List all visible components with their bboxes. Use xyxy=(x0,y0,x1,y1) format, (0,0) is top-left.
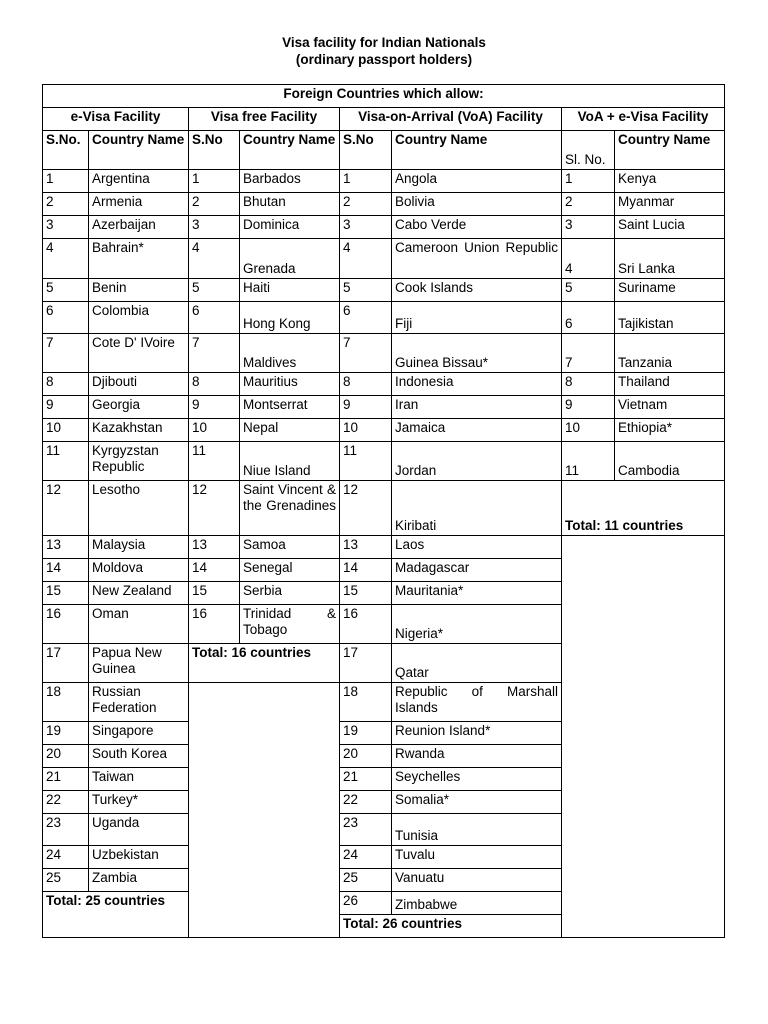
voa-sno-cell: 10 xyxy=(340,419,392,442)
voa-country-cell: Cameroon Union Republic xyxy=(392,239,562,279)
visa-free-country-cell: Nepal xyxy=(240,419,340,442)
evisa-country-cell: Bahrain* xyxy=(89,239,189,279)
visa-free-sno-cell: 7 xyxy=(189,334,240,373)
voa-sno-cell: 12 xyxy=(340,481,392,536)
visa-free-country-cell: Serbia xyxy=(240,582,340,605)
visa-free-country-cell: Niue Island xyxy=(240,442,340,481)
evisa-sno-cell: 4 xyxy=(43,239,89,279)
evisa-country-cell: Kyrgyzstan Republic xyxy=(89,442,189,481)
voa-evisa-country-cell: Ethiopia* xyxy=(615,419,725,442)
voa-evisa-sno-cell: 11 xyxy=(562,442,615,481)
evisa-sno-cell: 9 xyxy=(43,396,89,419)
col-header-sno: S.No xyxy=(340,131,392,170)
visa-free-country-cell: Senegal xyxy=(240,559,340,582)
evisa-country-cell: Taiwan xyxy=(89,768,189,791)
table-body xyxy=(43,170,725,938)
title-line-2: (ordinary passport holders) xyxy=(295,52,473,67)
visa-free-country-cell: Samoa xyxy=(240,536,340,559)
evisa-country-cell: Moldova xyxy=(89,559,189,582)
evisa-country-cell: Djibouti xyxy=(89,373,189,396)
voa-sno-cell: 21 xyxy=(340,768,392,791)
evisa-sno-cell: 25 xyxy=(43,869,89,892)
table-row xyxy=(43,193,725,216)
voa-evisa-sno-cell: 8 xyxy=(562,373,615,396)
voa-country-cell: Jordan xyxy=(392,442,562,481)
voa-evisa-country-cell: Tajikistan xyxy=(615,302,725,334)
visa-free-sno-cell: 11 xyxy=(189,442,240,481)
voa-country-cell: Angola xyxy=(392,170,562,193)
voa-total: Total: 26 countries xyxy=(340,915,562,938)
evisa-country-cell: New Zealand xyxy=(89,582,189,605)
voa-sno-cell: 16 xyxy=(340,605,392,644)
voa-evisa-sno-cell: 1 xyxy=(562,170,615,193)
voa-country-cell: Cook Islands xyxy=(392,279,562,302)
evisa-sno-cell: 14 xyxy=(43,559,89,582)
evisa-sno-cell: 17 xyxy=(43,644,89,683)
evisa-country-cell: Benin xyxy=(89,279,189,302)
table-banner: Foreign Countries which allow: xyxy=(43,85,725,108)
visa-free-sno-cell: 14 xyxy=(189,559,240,582)
voa-sno-cell: 11 xyxy=(340,442,392,481)
evisa-sno-cell: 22 xyxy=(43,791,89,814)
voa-sno-cell: 3 xyxy=(340,216,392,239)
visa-free-sno-cell: 4 xyxy=(189,239,240,279)
voa-evisa-sno-cell: 3 xyxy=(562,216,615,239)
voa-sno-cell: 9 xyxy=(340,396,392,419)
evisa-sno-cell: 1 xyxy=(43,170,89,193)
evisa-country-cell: Turkey* xyxy=(89,791,189,814)
voa-evisa-total: Total: 11 countries xyxy=(562,481,725,536)
visa-free-sno-cell: 12 xyxy=(189,481,240,536)
table-row xyxy=(43,170,725,193)
visa-free-sno-cell: 5 xyxy=(189,279,240,302)
table-row xyxy=(43,419,725,442)
col-header-slno: Sl. No. xyxy=(562,131,615,170)
evisa-sno-cell: 12 xyxy=(43,481,89,536)
voa-country-cell: Iran xyxy=(392,396,562,419)
visa-free-country-cell: Bhutan xyxy=(240,193,340,216)
table-row xyxy=(43,216,725,239)
table-row xyxy=(43,481,725,536)
visa-free-sno-cell: 13 xyxy=(189,536,240,559)
evisa-country-cell: Armenia xyxy=(89,193,189,216)
voa-sno-cell: 1 xyxy=(340,170,392,193)
voa-country-cell: Reunion Island* xyxy=(392,722,562,745)
voa-evisa-country-cell: Kenya xyxy=(615,170,725,193)
voa-country-cell: Kiribati xyxy=(392,481,562,536)
voa-country-cell: Guinea Bissau* xyxy=(392,334,562,373)
voa-sno-cell: 20 xyxy=(340,745,392,768)
evisa-country-cell: Papua New Guinea xyxy=(89,644,189,683)
visa-free-sno-cell: 2 xyxy=(189,193,240,216)
voa-evisa-empty-area xyxy=(562,536,725,938)
evisa-sno-cell: 7 xyxy=(43,334,89,373)
visa-free-sno-cell: 8 xyxy=(189,373,240,396)
evisa-country-cell: Uzbekistan xyxy=(89,846,189,869)
col-header-country: Country Name xyxy=(240,131,340,170)
evisa-sno-cell: 2 xyxy=(43,193,89,216)
voa-evisa-country-cell: Saint Lucia xyxy=(615,216,725,239)
visa-free-sno-cell: 15 xyxy=(189,582,240,605)
voa-evisa-country-cell: Suriname xyxy=(615,279,725,302)
table-row xyxy=(43,396,725,419)
col-header-country: Country Name xyxy=(392,131,562,170)
table-row xyxy=(43,373,725,396)
table-row xyxy=(43,239,725,279)
voa-evisa-country-cell: Myanmar xyxy=(615,193,725,216)
voa-country-cell: Qatar xyxy=(392,644,562,683)
visa-free-sno-cell: 1 xyxy=(189,170,240,193)
evisa-sno-cell: 11 xyxy=(43,442,89,481)
voa-evisa-country-cell: Vietnam xyxy=(615,396,725,419)
visa-free-country-cell: Grenada xyxy=(240,239,340,279)
table-row xyxy=(43,536,725,559)
evisa-country-cell: Kazakhstan xyxy=(89,419,189,442)
voa-sno-cell: 18 xyxy=(340,683,392,722)
voa-country-cell: Nigeria* xyxy=(392,605,562,644)
visa-free-country-cell: Barbados xyxy=(240,170,340,193)
table-row xyxy=(43,442,725,481)
col-header-sno: S.No. xyxy=(43,131,89,170)
group-header-evisa: e-Visa Facility xyxy=(43,108,189,131)
group-header-visa-free: Visa free Facility xyxy=(189,108,340,131)
evisa-country-cell: Argentina xyxy=(89,170,189,193)
evisa-sno-cell: 20 xyxy=(43,745,89,768)
evisa-country-cell: Cote D' IVoire xyxy=(89,334,189,373)
title-line-1: Visa facility for Indian Nationals xyxy=(282,35,486,50)
evisa-sno-cell: 19 xyxy=(43,722,89,745)
voa-evisa-country-cell: Sri Lanka xyxy=(615,239,725,279)
evisa-sno-cell: 24 xyxy=(43,846,89,869)
evisa-sno-cell: 5 xyxy=(43,279,89,302)
visa-free-country-cell: Montserrat xyxy=(240,396,340,419)
voa-sno-cell: 7 xyxy=(340,334,392,373)
col-header-country: Country Name xyxy=(89,131,189,170)
evisa-country-cell: South Korea xyxy=(89,745,189,768)
evisa-country-cell: Uganda xyxy=(89,814,189,846)
evisa-sno-cell: 13 xyxy=(43,536,89,559)
voa-sno-cell: 6 xyxy=(340,302,392,334)
voa-country-cell: Fiji xyxy=(392,302,562,334)
table-row xyxy=(43,279,725,302)
voa-evisa-sno-cell: 10 xyxy=(562,419,615,442)
table-row xyxy=(43,302,725,334)
voa-sno-cell: 5 xyxy=(340,279,392,302)
evisa-sno-cell: 8 xyxy=(43,373,89,396)
evisa-sno-cell: 18 xyxy=(43,683,89,722)
evisa-country-cell: Malaysia xyxy=(89,536,189,559)
evisa-country-cell: Colombia xyxy=(89,302,189,334)
evisa-country-cell: Russian Federation xyxy=(89,683,189,722)
voa-country-cell: Zimbabwe xyxy=(392,892,562,915)
voa-country-cell: Seychelles xyxy=(392,768,562,791)
voa-evisa-country-cell: Thailand xyxy=(615,373,725,396)
voa-sno-cell: 4 xyxy=(340,239,392,279)
voa-sno-cell: 26 xyxy=(340,892,392,915)
evisa-country-cell: Azerbaijan xyxy=(89,216,189,239)
visa-free-country-cell: Saint Vincent & the Grenadines xyxy=(240,481,340,536)
visa-free-empty-area xyxy=(189,683,340,938)
evisa-country-cell: Singapore xyxy=(89,722,189,745)
voa-sno-cell: 22 xyxy=(340,791,392,814)
voa-sno-cell: 15 xyxy=(340,582,392,605)
voa-sno-cell: 23 xyxy=(340,814,392,846)
visa-free-sno-cell: 6 xyxy=(189,302,240,334)
document-title xyxy=(0,34,768,68)
visa-free-total: Total: 16 countries xyxy=(189,644,340,683)
voa-country-cell: Bolivia xyxy=(392,193,562,216)
voa-evisa-sno-cell: 9 xyxy=(562,396,615,419)
visa-free-sno-cell: 9 xyxy=(189,396,240,419)
visa-free-country-cell: Dominica xyxy=(240,216,340,239)
voa-sno-cell: 13 xyxy=(340,536,392,559)
visa-free-country-cell: Hong Kong xyxy=(240,302,340,334)
voa-sno-cell: 17 xyxy=(340,644,392,683)
voa-sno-cell: 14 xyxy=(340,559,392,582)
col-header-country: Country Name xyxy=(615,131,725,170)
voa-evisa-sno-cell: 2 xyxy=(562,193,615,216)
visa-facility-table xyxy=(42,84,725,938)
evisa-sno-cell: 15 xyxy=(43,582,89,605)
voa-sno-cell: 19 xyxy=(340,722,392,745)
group-header-voa-evisa: VoA + e-Visa Facility xyxy=(562,108,725,131)
voa-evisa-sno-cell: 6 xyxy=(562,302,615,334)
voa-sno-cell: 24 xyxy=(340,846,392,869)
evisa-sno-cell: 16 xyxy=(43,605,89,644)
voa-country-cell: Tuvalu xyxy=(392,846,562,869)
voa-evisa-country-cell: Cambodia xyxy=(615,442,725,481)
table-row xyxy=(43,334,725,373)
voa-country-cell: Somalia* xyxy=(392,791,562,814)
voa-sno-cell: 8 xyxy=(340,373,392,396)
voa-country-cell: Republic of Marshall Islands xyxy=(392,683,562,722)
visa-free-country-cell: Mauritius xyxy=(240,373,340,396)
voa-country-cell: Indonesia xyxy=(392,373,562,396)
voa-sno-cell: 25 xyxy=(340,869,392,892)
visa-free-country-cell: Haiti xyxy=(240,279,340,302)
voa-sno-cell: 2 xyxy=(340,193,392,216)
evisa-country-cell: Oman xyxy=(89,605,189,644)
voa-evisa-sno-cell: 4 xyxy=(562,239,615,279)
visa-free-sno-cell: 10 xyxy=(189,419,240,442)
voa-country-cell: Jamaica xyxy=(392,419,562,442)
evisa-country-cell: Georgia xyxy=(89,396,189,419)
evisa-country-cell: Lesotho xyxy=(89,481,189,536)
visa-free-sno-cell: 3 xyxy=(189,216,240,239)
voa-country-cell: Madagascar xyxy=(392,559,562,582)
evisa-sno-cell: 10 xyxy=(43,419,89,442)
evisa-sno-cell: 21 xyxy=(43,768,89,791)
voa-country-cell: Cabo Verde xyxy=(392,216,562,239)
evisa-sno-cell: 6 xyxy=(43,302,89,334)
group-header-voa: Visa-on-Arrival (VoA) Facility xyxy=(340,108,562,131)
voa-country-cell: Vanuatu xyxy=(392,869,562,892)
evisa-country-cell: Zambia xyxy=(89,869,189,892)
evisa-sno-cell: 23 xyxy=(43,814,89,846)
evisa-sno-cell: 3 xyxy=(43,216,89,239)
voa-country-cell: Laos xyxy=(392,536,562,559)
voa-evisa-country-cell: Tanzania xyxy=(615,334,725,373)
voa-country-cell: Mauritania* xyxy=(392,582,562,605)
voa-evisa-sno-cell: 7 xyxy=(562,334,615,373)
col-header-sno: S.No xyxy=(189,131,240,170)
visa-free-country-cell: Trinidad & Tobago xyxy=(240,605,340,644)
voa-evisa-sno-cell: 5 xyxy=(562,279,615,302)
visa-free-sno-cell: 16 xyxy=(189,605,240,644)
visa-free-country-cell: Maldives xyxy=(240,334,340,373)
voa-country-cell: Tunisia xyxy=(392,814,562,846)
voa-country-cell: Rwanda xyxy=(392,745,562,768)
evisa-total: Total: 25 countries xyxy=(43,892,189,938)
